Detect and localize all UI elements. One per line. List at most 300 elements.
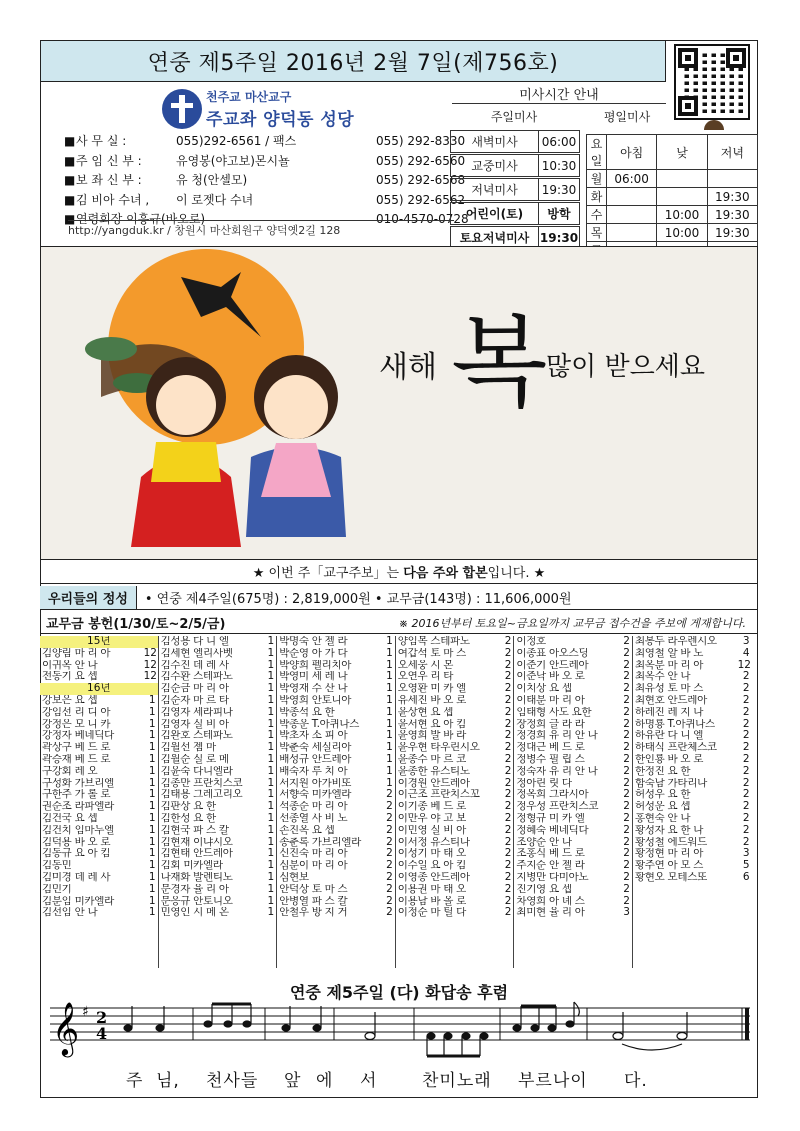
donor-name: 김동민 xyxy=(42,860,72,872)
donor-row xyxy=(633,730,752,742)
donor-name: 박영미 세 레 나 xyxy=(279,671,348,683)
donor-name: 이용권 마 태 오 xyxy=(397,883,466,895)
donor-months: 1 xyxy=(386,753,393,765)
donor-row xyxy=(40,719,158,731)
donor-row xyxy=(277,837,395,849)
greeting-big-text: 복 xyxy=(451,304,548,421)
donor-months: 2 xyxy=(386,801,393,813)
donor-months: 1 xyxy=(267,848,275,860)
donor-row xyxy=(514,778,632,790)
donor-name: 최옥분 마 리 아 xyxy=(634,659,704,671)
donor-name: 윤서현 요 아 킴 xyxy=(397,718,466,730)
donation-header xyxy=(40,612,758,634)
donor-months: 2 xyxy=(742,824,750,836)
donor-months: 1 xyxy=(386,730,393,742)
donor-months: 1 xyxy=(386,671,393,683)
donation-column xyxy=(396,636,515,968)
donor-months: 1 xyxy=(148,801,156,813)
donor-months: 2 xyxy=(504,883,512,895)
qr-code[interactable] xyxy=(668,42,756,130)
donor-name: 박순영 아 가 다 xyxy=(279,647,348,659)
donor-name: 배숙자 루 치 아 xyxy=(279,765,348,777)
donor-row xyxy=(396,848,514,860)
donor-months: 2 xyxy=(623,895,630,907)
donor-months: 1 xyxy=(148,753,156,765)
donor-row xyxy=(633,860,752,872)
treble-clef-icon: 𝄞 xyxy=(52,1001,80,1055)
donor-name: 김종만 프란치스코 xyxy=(160,777,243,789)
donor-name: 민영인 시 메 온 xyxy=(160,907,229,919)
donor-row xyxy=(633,872,752,884)
lyric-syllable: 서 xyxy=(360,1071,378,1091)
donor-name: 서향숙 미카엘라 xyxy=(279,789,352,801)
donor-name: 정옥희 그라시아 xyxy=(516,789,589,801)
donor-name: 선종열 사 비 노 xyxy=(279,812,348,824)
donor-row xyxy=(159,825,277,837)
donor-row xyxy=(633,742,752,754)
donor-months: 2 xyxy=(623,647,630,659)
donor-months: 1 xyxy=(267,671,275,683)
donor-row xyxy=(514,872,632,884)
donor-name: 오연우 리 타 xyxy=(397,671,454,683)
donor-name: 한인룡 바 오 로 xyxy=(634,753,704,765)
donor-months: 2 xyxy=(504,636,512,647)
donor-row xyxy=(40,907,158,919)
sunday-mass-heading: 주일미사 xyxy=(490,110,538,124)
donor-row xyxy=(396,907,514,919)
donor-name: 황성자 요 한 나 xyxy=(634,824,704,836)
donation-column xyxy=(514,636,633,968)
year-heading: 16년 xyxy=(40,683,158,695)
weekday-row: 월 06:00 xyxy=(587,170,758,188)
donor-months: 2 xyxy=(742,706,750,718)
donor-name: 박명숙 안 젤 라 xyxy=(279,636,348,647)
donor-row xyxy=(277,825,395,837)
donor-row xyxy=(40,837,158,849)
donor-months: 2 xyxy=(742,812,750,824)
donor-row xyxy=(633,671,752,683)
donor-name: 황정현 마 리 아 xyxy=(634,848,704,860)
donor-row xyxy=(633,719,752,731)
homepage-link[interactable]: http://yangduk.kr / 창원시 마산회원구 양덕옛2길 128 xyxy=(68,220,454,238)
donor-months: 1 xyxy=(148,694,156,706)
donor-months: 2 xyxy=(504,706,512,718)
donor-months: 2 xyxy=(504,836,512,848)
donation-column xyxy=(277,636,396,968)
donor-months: 1 xyxy=(148,871,156,883)
donor-name: 박양희 펠리치아 xyxy=(279,659,352,671)
donor-row xyxy=(40,766,158,778)
donor-name: 심현보 xyxy=(279,871,309,883)
donor-months: 1 xyxy=(267,636,275,647)
donor-row xyxy=(396,778,514,790)
lyric-syllable: 찬미노래 xyxy=(422,1071,492,1091)
donor-name: 안철우 방 지 거 xyxy=(279,907,348,919)
donor-months: 2 xyxy=(623,836,630,848)
donor-row xyxy=(159,683,277,695)
donor-months: 2 xyxy=(742,694,750,706)
donor-row xyxy=(40,801,158,813)
donor-months: 3 xyxy=(742,636,750,647)
donor-name: 이정순 마 틸 다 xyxy=(397,907,466,919)
donor-row xyxy=(633,648,752,660)
weekday-row: 화 19:30 xyxy=(587,188,758,206)
donor-row xyxy=(633,848,752,860)
donor-name: 하레진 레 지 나 xyxy=(634,706,704,718)
qr-logo-icon xyxy=(704,120,724,130)
lyric-syllable: 다. xyxy=(624,1071,648,1091)
donor-name: 지병만 다미아노 xyxy=(516,871,589,883)
donor-row xyxy=(396,896,514,908)
time-signature-top: 2 xyxy=(96,1008,108,1027)
donor-row xyxy=(396,660,514,672)
donor-row xyxy=(40,648,158,660)
donor-name: 이근조 프란치스꼬 xyxy=(397,789,480,801)
donor-row xyxy=(159,695,277,707)
donor-name: 차영희 아 녜 스 xyxy=(516,895,585,907)
donor-row xyxy=(40,825,158,837)
donor-row xyxy=(40,884,158,896)
boy-face-icon xyxy=(264,375,328,439)
donor-months: 2 xyxy=(623,801,630,813)
lyric-syllable: 주 xyxy=(126,1071,144,1091)
donor-name: 박초자 소 피 아 xyxy=(279,730,348,742)
donor-months: 2 xyxy=(504,860,512,872)
donor-row xyxy=(633,754,752,766)
donor-months: 1 xyxy=(148,706,156,718)
donor-name: 김윤숙 다니엘라 xyxy=(160,765,233,777)
donor-months: 2 xyxy=(504,753,512,765)
donor-name: 구성화 가브리엘 xyxy=(42,777,114,789)
donor-months: 12 xyxy=(143,659,157,671)
donor-name: 이준낙 바 오 로 xyxy=(516,671,585,683)
donor-name: 이만우 야 고 보 xyxy=(397,812,466,824)
donor-name: 최유성 토 마 스 xyxy=(634,683,704,695)
donor-row xyxy=(277,648,395,660)
lyric-syllable: 님, xyxy=(156,1071,180,1091)
donor-months: 1 xyxy=(148,730,156,742)
lyric-syllable: 에 xyxy=(316,1071,334,1091)
donor-name: 김성용 다 니 엘 xyxy=(160,636,229,647)
donor-name: 양임목 스테파노 xyxy=(397,636,470,647)
donor-name: 조양순 안 나 xyxy=(516,836,572,848)
donor-row xyxy=(633,683,752,695)
donor-row xyxy=(396,683,514,695)
donor-name: 윤우현 타우린시오 xyxy=(397,742,480,754)
donor-name: 이성기 마 태 오 xyxy=(397,848,466,860)
weekday-row: 목 10:00 19:30 xyxy=(587,224,758,242)
donor-months: 1 xyxy=(267,907,275,919)
donor-months: 1 xyxy=(386,636,393,647)
donor-name: 이기종 베 드 로 xyxy=(397,801,466,813)
donor-months: 1 xyxy=(386,765,393,777)
donor-row xyxy=(396,825,514,837)
donor-name: 최봉두 라우렌시오 xyxy=(634,636,717,647)
donor-name: 하명룡 T.아퀴나스 xyxy=(634,718,715,730)
donor-name: 박춘숙 세실리아 xyxy=(279,742,352,754)
donor-months: 3 xyxy=(623,907,630,919)
donor-name: 이종표 아오스딩 xyxy=(516,647,589,659)
donor-name: 강임선 리 디 아 xyxy=(42,706,111,718)
donation-column xyxy=(159,636,278,968)
donor-name: 이서정 유스티나 xyxy=(397,836,470,848)
donor-name: 김한성 요 한 xyxy=(160,812,216,824)
donor-months: 2 xyxy=(504,777,512,789)
donor-months: 2 xyxy=(504,907,512,919)
donor-months: 2 xyxy=(386,871,393,883)
donor-row xyxy=(40,860,158,872)
donor-months: 1 xyxy=(267,824,275,836)
donor-months: 2 xyxy=(504,812,512,824)
donor-row xyxy=(277,789,395,801)
donor-row xyxy=(514,648,632,660)
donor-months: 2 xyxy=(386,836,393,848)
donation-title: 교무금 봉헌(1/30/토~2/5/금) xyxy=(46,617,226,632)
donor-row xyxy=(159,813,277,825)
donor-months: 1 xyxy=(267,789,275,801)
staff-row: ■ 사 무 실 : 055)292-6561 / 팩스 055) 292-8330 xyxy=(64,134,466,148)
donor-row xyxy=(514,754,632,766)
donor-name: 황성철 에드워드 xyxy=(634,836,707,848)
donor-months: 1 xyxy=(267,883,275,895)
donor-name: 김민기 xyxy=(42,883,72,895)
donor-name: 최미현 율 리 아 xyxy=(516,907,585,919)
staff-row: ■ 주 임 신 부 : 유영봉(야고보)몬시뇰 055) 292-6560 xyxy=(64,153,466,168)
donor-name: 김태용 그레고리오 xyxy=(160,789,243,801)
donor-months: 2 xyxy=(742,801,750,813)
donor-name: 윤상현 요 셉 xyxy=(397,706,454,718)
donor-row xyxy=(159,660,277,672)
donor-months: 1 xyxy=(267,836,275,848)
cross-logo-icon xyxy=(162,89,202,129)
donor-row xyxy=(277,754,395,766)
donor-months: 1 xyxy=(386,777,393,789)
pine-icon xyxy=(85,337,137,361)
donor-name: 황주연 아 모 스 xyxy=(634,860,704,872)
donor-row xyxy=(159,860,277,872)
donor-name: 정혜숙 베네딕다 xyxy=(516,824,589,836)
donor-row xyxy=(514,636,632,648)
donor-name: 문응규 안토니오 xyxy=(160,895,233,907)
donor-row xyxy=(396,730,514,742)
donor-row xyxy=(159,872,277,884)
donor-months: 1 xyxy=(386,694,393,706)
lyric-syllable: 부르나이 xyxy=(518,1071,588,1091)
donor-name: 신진숙 마 리 아 xyxy=(279,848,348,860)
donor-months: 2 xyxy=(623,848,630,860)
sharp-icon: ♯ xyxy=(82,1004,89,1020)
donor-name: 윤종한 유스티노 xyxy=(397,765,470,777)
donor-months: 2 xyxy=(386,860,393,872)
staff-row: ■ 김 비아 수녀 , 이 로젯다 수녀 055) 292-6562 xyxy=(64,192,466,207)
donor-row xyxy=(159,801,277,813)
donor-months: 1 xyxy=(386,706,393,718)
donor-row xyxy=(396,884,514,896)
donor-months: 1 xyxy=(148,812,156,824)
donor-row xyxy=(159,636,277,648)
donor-months: 2 xyxy=(386,789,393,801)
donor-name: 이민영 실 비 아 xyxy=(397,824,466,836)
offering-summary: • 연중 제4주일(675명) : 2,819,000원 • 교무금(143명) : 11,606,000원 xyxy=(144,592,572,607)
donor-months: 2 xyxy=(742,753,750,765)
diocese-name: 천주교 마산교구 xyxy=(206,90,292,104)
donor-row xyxy=(514,789,632,801)
donor-row xyxy=(277,671,395,683)
donor-months: 2 xyxy=(623,812,630,824)
donor-name: 박영희 안토니아 xyxy=(279,694,352,706)
donor-months: 1 xyxy=(267,765,275,777)
donor-row xyxy=(514,695,632,707)
donor-months: 1 xyxy=(267,730,275,742)
donor-row xyxy=(40,742,158,754)
donor-months: 2 xyxy=(504,765,512,777)
donor-months: 2 xyxy=(623,706,630,718)
donor-name: 강정자 베네딕다 xyxy=(42,730,114,742)
donor-months: 2 xyxy=(504,848,512,860)
greeting-small-text: 새해 xyxy=(379,350,437,385)
banner-illustration xyxy=(41,247,758,560)
psalm-title: 연중 제5주일 (다) 화답송 후렴 xyxy=(289,983,509,1002)
donor-name: 안덕상 토 마 스 xyxy=(279,883,348,895)
donor-months: 1 xyxy=(148,765,156,777)
donor-months: 1 xyxy=(148,718,156,730)
donor-row xyxy=(396,801,514,813)
donor-row xyxy=(277,813,395,825)
donor-name: 정경희 유 리 안 나 xyxy=(516,730,598,742)
donor-row xyxy=(159,648,277,660)
bulletin-title: 연중 제5주일 2016년 2월 7일(제756호) xyxy=(40,40,666,82)
mass-row: 새벽미사 06:00 xyxy=(450,130,580,153)
donor-row xyxy=(159,707,277,719)
donor-row xyxy=(396,695,514,707)
donor-name: 임태형 사도 요한 xyxy=(516,706,592,718)
donor-name: 김현국 파 스 칼 xyxy=(160,824,229,836)
donor-months: 2 xyxy=(504,801,512,813)
donor-months: 2 xyxy=(504,647,512,659)
donor-name: 김순자 마 르 타 xyxy=(160,694,229,706)
donor-months: 1 xyxy=(148,860,156,872)
donor-row xyxy=(40,896,158,908)
donor-row xyxy=(277,695,395,707)
donor-months: 1 xyxy=(267,812,275,824)
donor-name: 김동규 요 아 킴 xyxy=(42,848,111,860)
donor-row xyxy=(396,766,514,778)
donor-row xyxy=(514,813,632,825)
donor-name: 강보은 요 셉 xyxy=(42,694,98,706)
staff-row: ■ 보 좌 신 부 : 유 청(안셀모) 055) 292-6568 xyxy=(64,173,466,187)
donor-months: 2 xyxy=(742,742,750,754)
donor-name: 하유란 다 니 엘 xyxy=(634,730,704,742)
mass-schedule-title: 미사시간 안내 xyxy=(452,84,666,104)
donor-name: 구강회 레 오 xyxy=(42,765,98,777)
donor-row xyxy=(159,742,277,754)
notes xyxy=(124,1002,687,1056)
donor-row xyxy=(40,660,158,672)
donor-months: 1 xyxy=(386,742,393,754)
donor-row xyxy=(277,872,395,884)
donor-months: 2 xyxy=(504,659,512,671)
donor-name: 김선임 안 나 xyxy=(42,907,98,919)
mass-row: 어린이(토) 방학 xyxy=(450,202,580,225)
donor-row xyxy=(514,719,632,731)
donor-name: 송춘록 가브리엘라 xyxy=(279,836,361,848)
donor-name: 황현오 모테스또 xyxy=(634,871,707,883)
donor-months: 2 xyxy=(623,789,630,801)
donor-row xyxy=(633,707,752,719)
donor-name: 이용남 바 올 로 xyxy=(397,895,466,907)
donor-months: 1 xyxy=(148,836,156,848)
donor-row xyxy=(514,683,632,695)
donor-months: 2 xyxy=(386,907,393,919)
donor-name: 한정진 요 한 xyxy=(634,765,691,777)
donor-row xyxy=(633,825,752,837)
donor-name: 김월선 젬 마 xyxy=(160,742,216,754)
donor-months: 12 xyxy=(143,647,157,659)
donor-name: 함숙남 가타리나 xyxy=(634,777,707,789)
donor-name: 구한주 가 롤 로 xyxy=(42,789,111,801)
donor-row xyxy=(159,766,277,778)
donor-months: 2 xyxy=(386,812,393,824)
donor-months: 2 xyxy=(386,824,393,836)
qr-finder-icon xyxy=(678,96,698,116)
donor-months: 1 xyxy=(386,647,393,659)
staff-list xyxy=(64,132,496,230)
donor-row xyxy=(277,907,395,919)
donor-months: 5 xyxy=(742,860,750,872)
donor-row xyxy=(277,636,395,648)
donor-name: 장정희 글 라 라 xyxy=(516,718,585,730)
donor-name: 김판상 요 한 xyxy=(160,801,216,813)
donor-months: 1 xyxy=(148,895,156,907)
donor-months: 2 xyxy=(623,730,630,742)
donor-name: 석종순 마 리 아 xyxy=(279,801,348,813)
donor-months: 2 xyxy=(504,789,512,801)
donor-row xyxy=(633,837,752,849)
donor-name: 윤영희 발 바 라 xyxy=(397,730,466,742)
greeting-tail-text: 많이 받으세요 xyxy=(546,352,705,382)
donor-months: 2 xyxy=(623,860,630,872)
donor-months: 6 xyxy=(742,871,750,883)
donor-months: 2 xyxy=(623,636,630,647)
donor-months: 2 xyxy=(742,718,750,730)
donor-name: 김미경 데 레 사 xyxy=(42,871,111,883)
donor-row xyxy=(40,730,158,742)
donor-months: 12 xyxy=(143,671,157,683)
donor-row xyxy=(514,825,632,837)
donor-name: 여갑석 토 마 스 xyxy=(397,647,466,659)
donor-months: 1 xyxy=(267,706,275,718)
donor-row xyxy=(514,766,632,778)
donor-row xyxy=(396,789,514,801)
donor-months: 1 xyxy=(267,801,275,813)
donor-row xyxy=(277,860,395,872)
donor-name: 이귀옥 안 나 xyxy=(42,659,98,671)
donation-column xyxy=(633,636,752,968)
qr-finder-icon xyxy=(678,48,698,68)
donor-name: 나재화 발렌티노 xyxy=(160,871,233,883)
donor-months: 2 xyxy=(504,824,512,836)
donor-months: 1 xyxy=(267,871,275,883)
donor-name: 최옥수 안 나 xyxy=(634,671,691,683)
donor-name: 김수진 데 레 사 xyxy=(160,659,229,671)
donor-months: 2 xyxy=(504,718,512,730)
girl-face-icon xyxy=(156,375,216,435)
donor-row xyxy=(396,648,514,660)
donor-row xyxy=(514,742,632,754)
donor-row xyxy=(396,872,514,884)
donor-name: 정우성 프란치스코 xyxy=(516,801,599,813)
donor-months: 1 xyxy=(267,742,275,754)
